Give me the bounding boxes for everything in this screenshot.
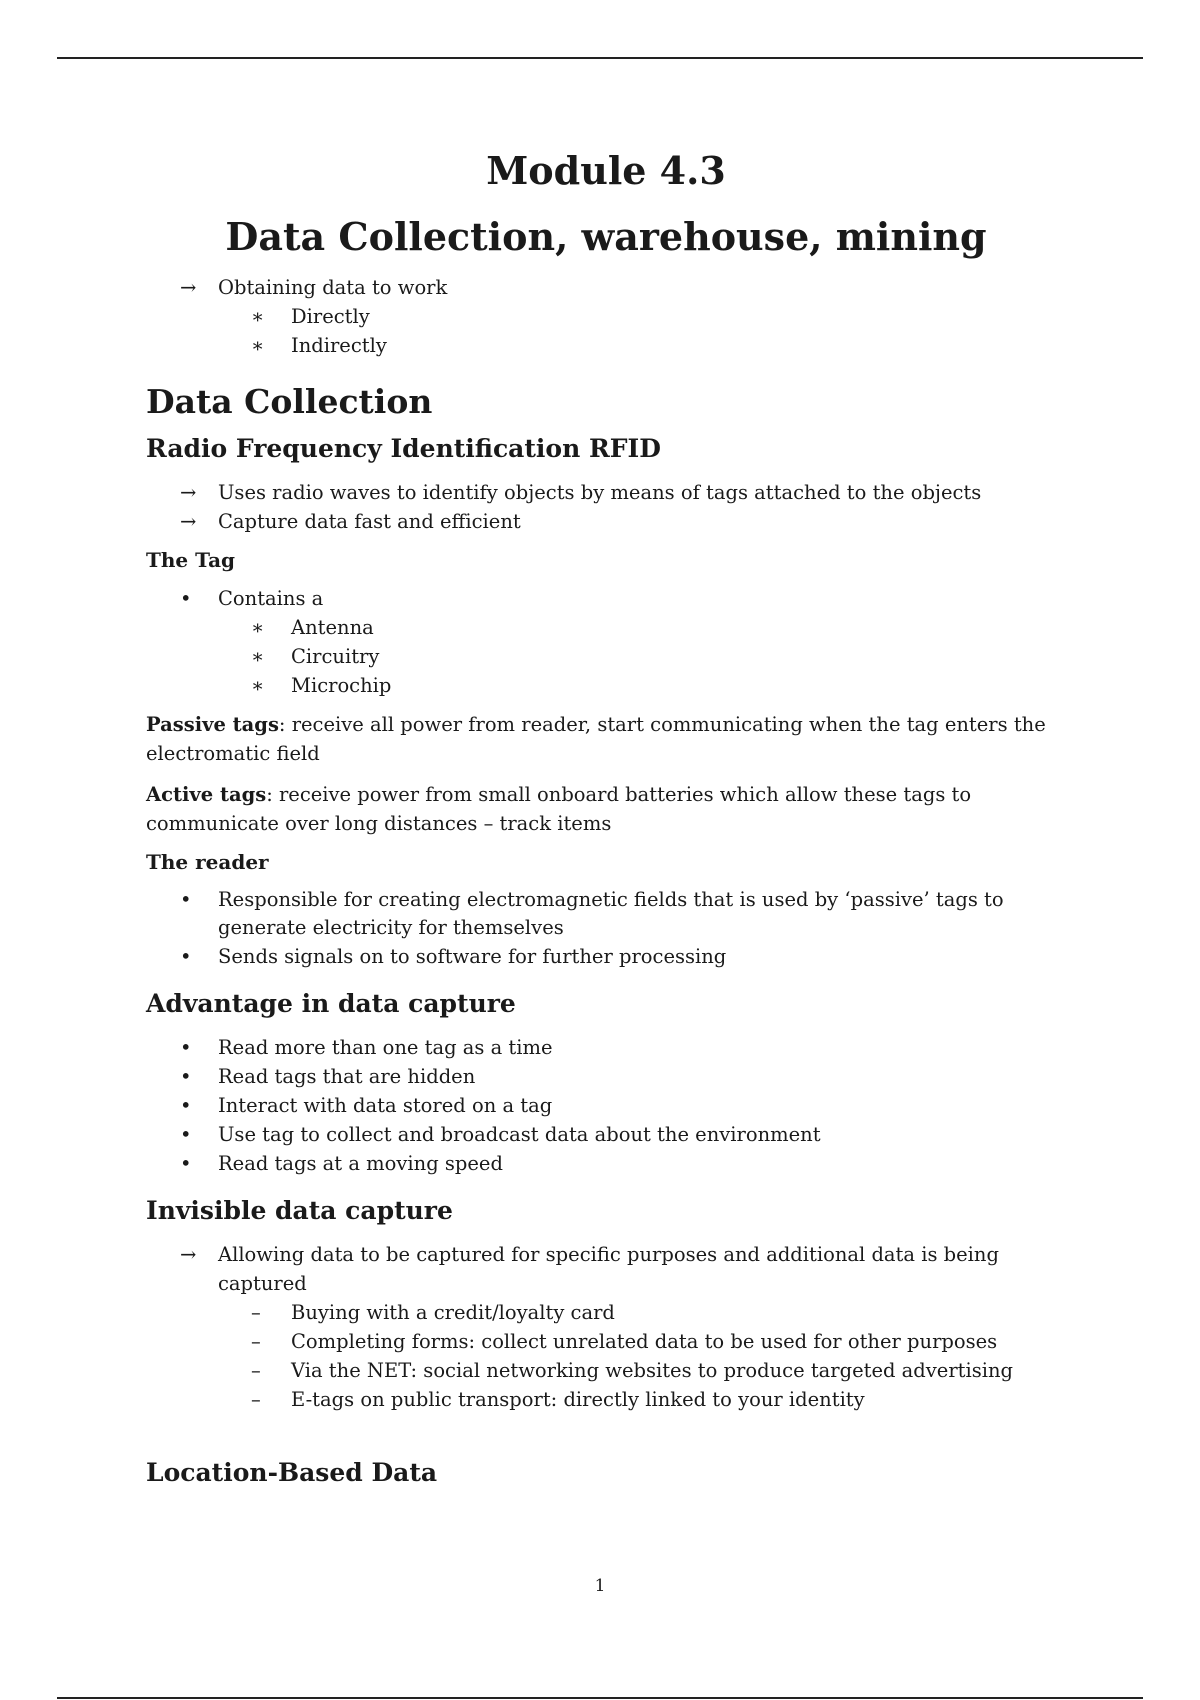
- invisible-list: [146, 1240, 1066, 1414]
- bullet-icon: •: [180, 887, 192, 911]
- rfid-list: [146, 478, 1066, 536]
- list-item: → Uses radio waves to identify objects by means of tags attached to the objects: [146, 478, 1066, 507]
- section-heading-data-collection: Data Collection: [146, 382, 433, 422]
- advantage-list: [146, 1033, 1066, 1178]
- arrow-icon: →: [180, 509, 197, 533]
- dash-icon: –: [251, 1358, 261, 1382]
- bullet-icon: •: [180, 586, 192, 610]
- list-item: – Completing forms: collect unrelated data to be used for other purposes: [146, 1327, 1066, 1356]
- reader-list: [146, 886, 1066, 971]
- passive-tags-paragraph: Passive tags: receive all power from reader, start communicating when the tag enters the electromatic field: [146, 712, 1046, 765]
- bullet-icon: •: [180, 944, 192, 968]
- arrow-icon: →: [180, 1242, 197, 1266]
- bullet-icon: •: [180, 1122, 192, 1146]
- list-item: • Read tags that are hidden: [146, 1062, 1066, 1091]
- star-icon: ∗: [251, 673, 265, 697]
- tag-list: [146, 584, 1066, 700]
- star-icon: ∗: [251, 305, 265, 329]
- arrow-icon: →: [180, 276, 197, 300]
- footer-rule: [57, 1697, 1143, 1699]
- page-number: 1: [594, 1576, 606, 1596]
- list-item: • Sends signals on to software for further processing: [146, 942, 1066, 971]
- list-item: – Via the NET: social networking websites to produce targeted advertising: [146, 1356, 1066, 1385]
- dash-icon: –: [251, 1387, 261, 1411]
- module-subtitle: Data Collection, warehouse, mining: [225, 213, 987, 259]
- star-icon: ∗: [251, 644, 265, 668]
- list-item: → Capture data fast and efficient: [146, 507, 1066, 536]
- active-tags-paragraph: Active tags: receive power from small onboard batteries which allow these tags to communicate over long distances – track items: [146, 782, 972, 835]
- section-heading-advantage: Advantage in data capture: [146, 988, 516, 1018]
- section-heading-location: Location-Based Data: [146, 1457, 438, 1487]
- list-item: ∗ Indirectly: [146, 331, 1066, 360]
- list-item: • Read more than one tag as a time: [146, 1033, 1066, 1062]
- list-item: • Interact with data stored on a tag: [146, 1091, 1066, 1120]
- bullet-icon: •: [180, 1064, 192, 1088]
- active-tags-term: Active tags: [146, 782, 267, 806]
- section-heading-rfid: Radio Frequency Identification RFID: [146, 433, 661, 463]
- list-item: → Allowing data to be captured for specific purposes and additional data is being captured: [146, 1240, 1066, 1298]
- list-item: • Contains a: [146, 584, 1066, 613]
- intro-list: [146, 273, 1066, 360]
- list-item: • Use tag to collect and broadcast data about the environment: [146, 1120, 1066, 1149]
- list-item: – E-tags on public transport: directly linked to your identity: [146, 1385, 1066, 1414]
- list-item: • Responsible for creating electromagnetic fields that is used by ‘passive’ tags to generate electricity for themselves: [180, 887, 1004, 939]
- list-item: ∗ Directly: [146, 302, 1066, 331]
- star-icon: ∗: [251, 334, 265, 358]
- list-item: – Buying with a credit/loyalty card: [146, 1298, 1066, 1327]
- bullet-icon: •: [180, 1035, 192, 1059]
- list-item: ∗ Circuitry: [146, 642, 1066, 671]
- module-title: Module 4.3: [486, 148, 726, 193]
- bullet-icon: •: [180, 1093, 192, 1117]
- list-item: • Read tags at a moving speed: [146, 1149, 1066, 1178]
- section-heading-reader: The reader: [146, 849, 269, 874]
- section-heading-tag: The Tag: [146, 547, 236, 572]
- list-item: ∗ Antenna: [146, 613, 1066, 642]
- arrow-icon: →: [180, 480, 197, 504]
- dash-icon: –: [251, 1329, 261, 1353]
- passive-tags-term: Passive tags: [146, 712, 279, 736]
- header-rule: [57, 57, 1143, 59]
- list-item: ∗ Microchip: [146, 671, 1066, 700]
- dash-icon: –: [251, 1300, 261, 1324]
- list-item: → Obtaining data to work: [146, 273, 1066, 302]
- section-heading-invisible: Invisible data capture: [146, 1195, 453, 1225]
- bullet-icon: •: [180, 1151, 192, 1175]
- document-page: [146, 140, 1066, 1502]
- star-icon: ∗: [251, 615, 265, 639]
